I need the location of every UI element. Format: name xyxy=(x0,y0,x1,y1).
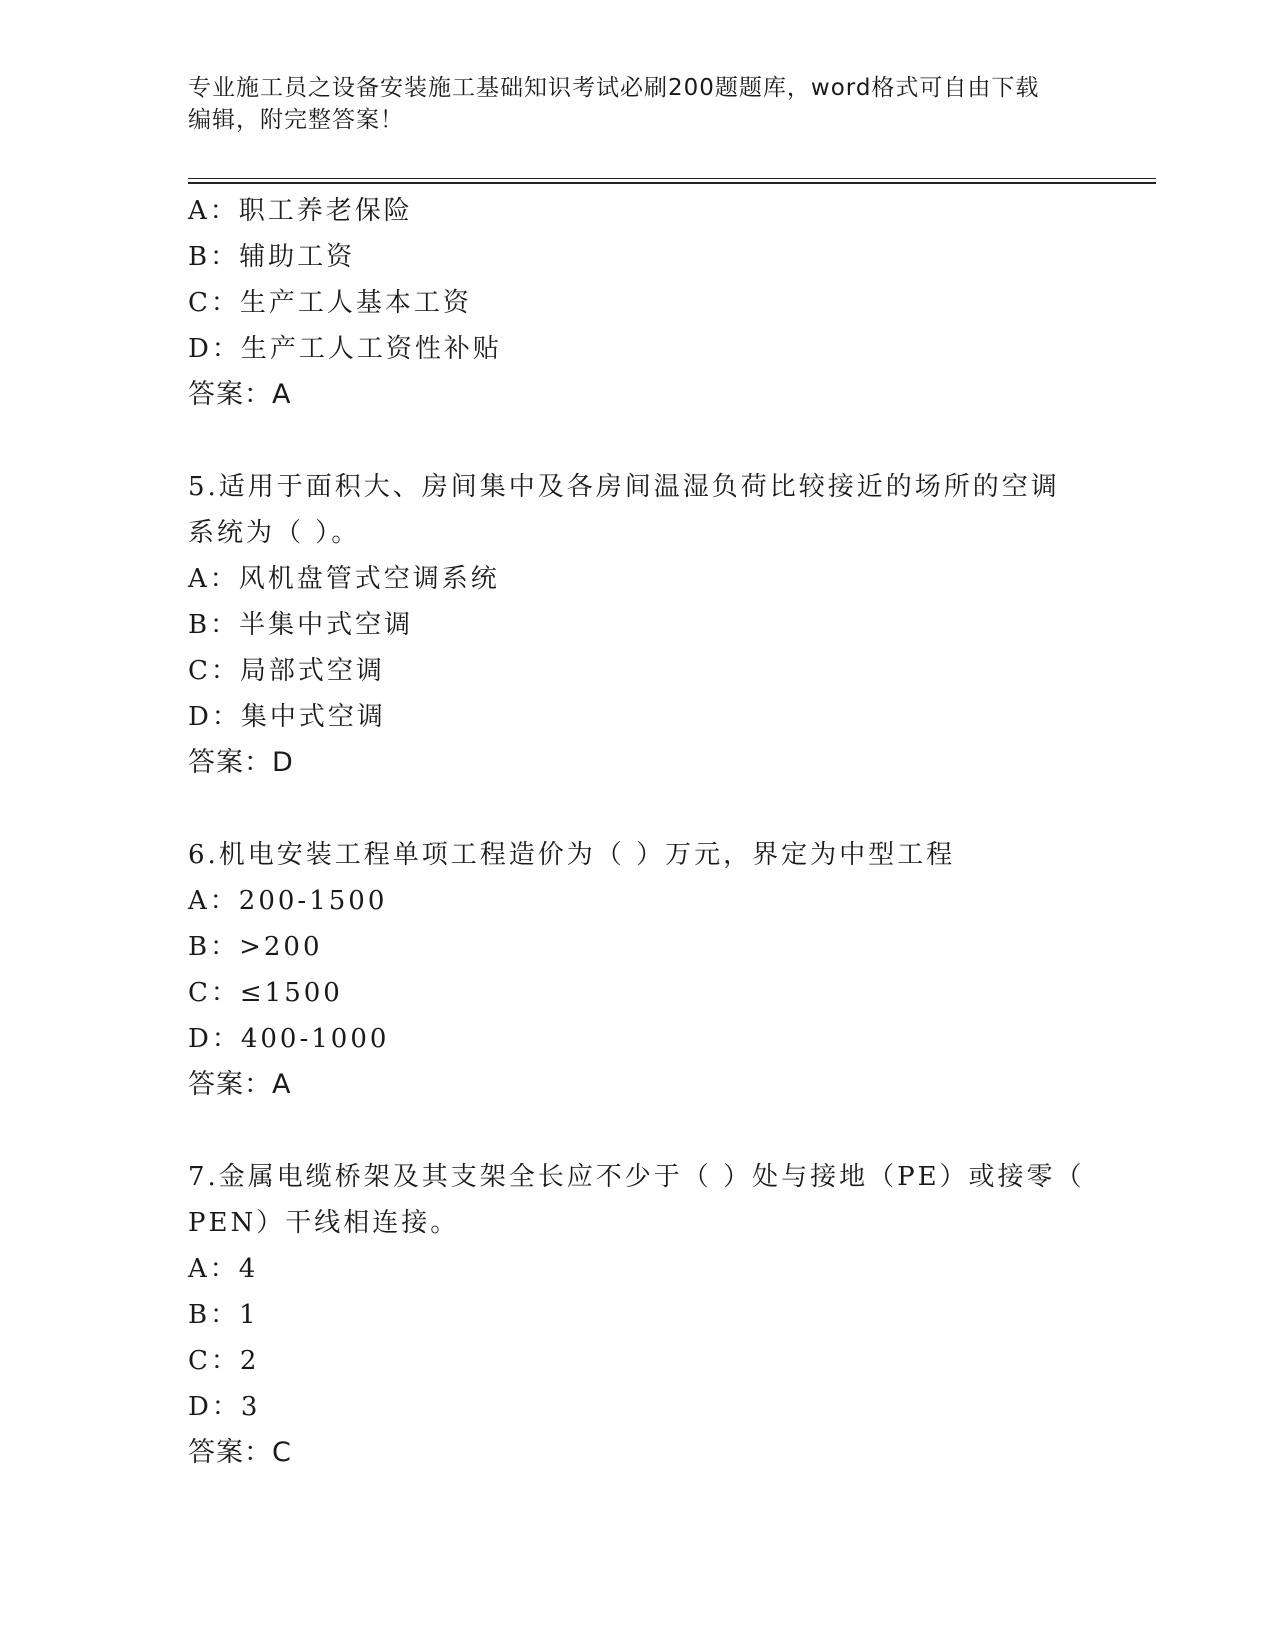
option-d: D：集中式空调 xyxy=(188,702,386,732)
option-c: C：局部式空调 xyxy=(188,656,385,686)
option-b: B：1 xyxy=(188,1300,259,1330)
option-c: C：≤1500 xyxy=(188,978,343,1008)
answer-line: 答案：A xyxy=(188,379,292,410)
spacer xyxy=(188,786,1088,832)
option-a: A：风机盘管式空调系统 xyxy=(188,564,500,594)
option-b: B：>200 xyxy=(188,932,323,962)
question-text-line: 5.适用于面积大、房间集中及各房间温湿负荷比较接近的场所的空调 xyxy=(188,472,1060,502)
spacer xyxy=(188,418,1088,464)
header-divider-thick xyxy=(188,182,1156,184)
option-d: D：生产工人工资性补贴 xyxy=(188,334,502,364)
header-line-1: 专业施工员之设备安装施工基础知识考试必刷200题题库，word格式可自由下载 xyxy=(188,75,1040,101)
question-block xyxy=(188,832,1088,1108)
spacer xyxy=(188,1108,1088,1154)
option-b: B：半集中式空调 xyxy=(188,610,414,640)
question-text-line: 7.金属电缆桥架及其支架全长应不少于（ ）处与接地（PE）或接零（ xyxy=(188,1162,1085,1192)
question-text-line: 系统为（ ）。 xyxy=(188,518,361,548)
question-text-line: 6.机电安装工程单项工程造价为（ ）万元，界定为中型工程 xyxy=(188,840,956,870)
option-c: C：2 xyxy=(188,1346,260,1376)
header-line-2: 编辑，附完整答案！ xyxy=(188,107,404,133)
question-block xyxy=(188,1154,1088,1476)
question-block xyxy=(188,188,1088,418)
option-a: A：200-1500 xyxy=(188,886,388,916)
question-block xyxy=(188,464,1088,786)
answer-line: 答案：A xyxy=(188,1069,292,1100)
answer-line: 答案：D xyxy=(188,747,294,778)
document-header xyxy=(188,72,1068,136)
option-d: D：3 xyxy=(188,1392,261,1422)
option-b: B：辅助工资 xyxy=(188,242,356,272)
answer-line: 答案：C xyxy=(188,1437,292,1468)
header-divider-thin xyxy=(188,178,1156,179)
option-a: A：职工养老保险 xyxy=(188,196,413,226)
option-c: C：生产工人基本工资 xyxy=(188,288,472,318)
question-list xyxy=(188,188,1088,1476)
option-d: D：400-1000 xyxy=(188,1024,390,1054)
question-text-line: PEN）干线相连接。 xyxy=(188,1208,460,1238)
option-a: A：4 xyxy=(188,1254,259,1284)
